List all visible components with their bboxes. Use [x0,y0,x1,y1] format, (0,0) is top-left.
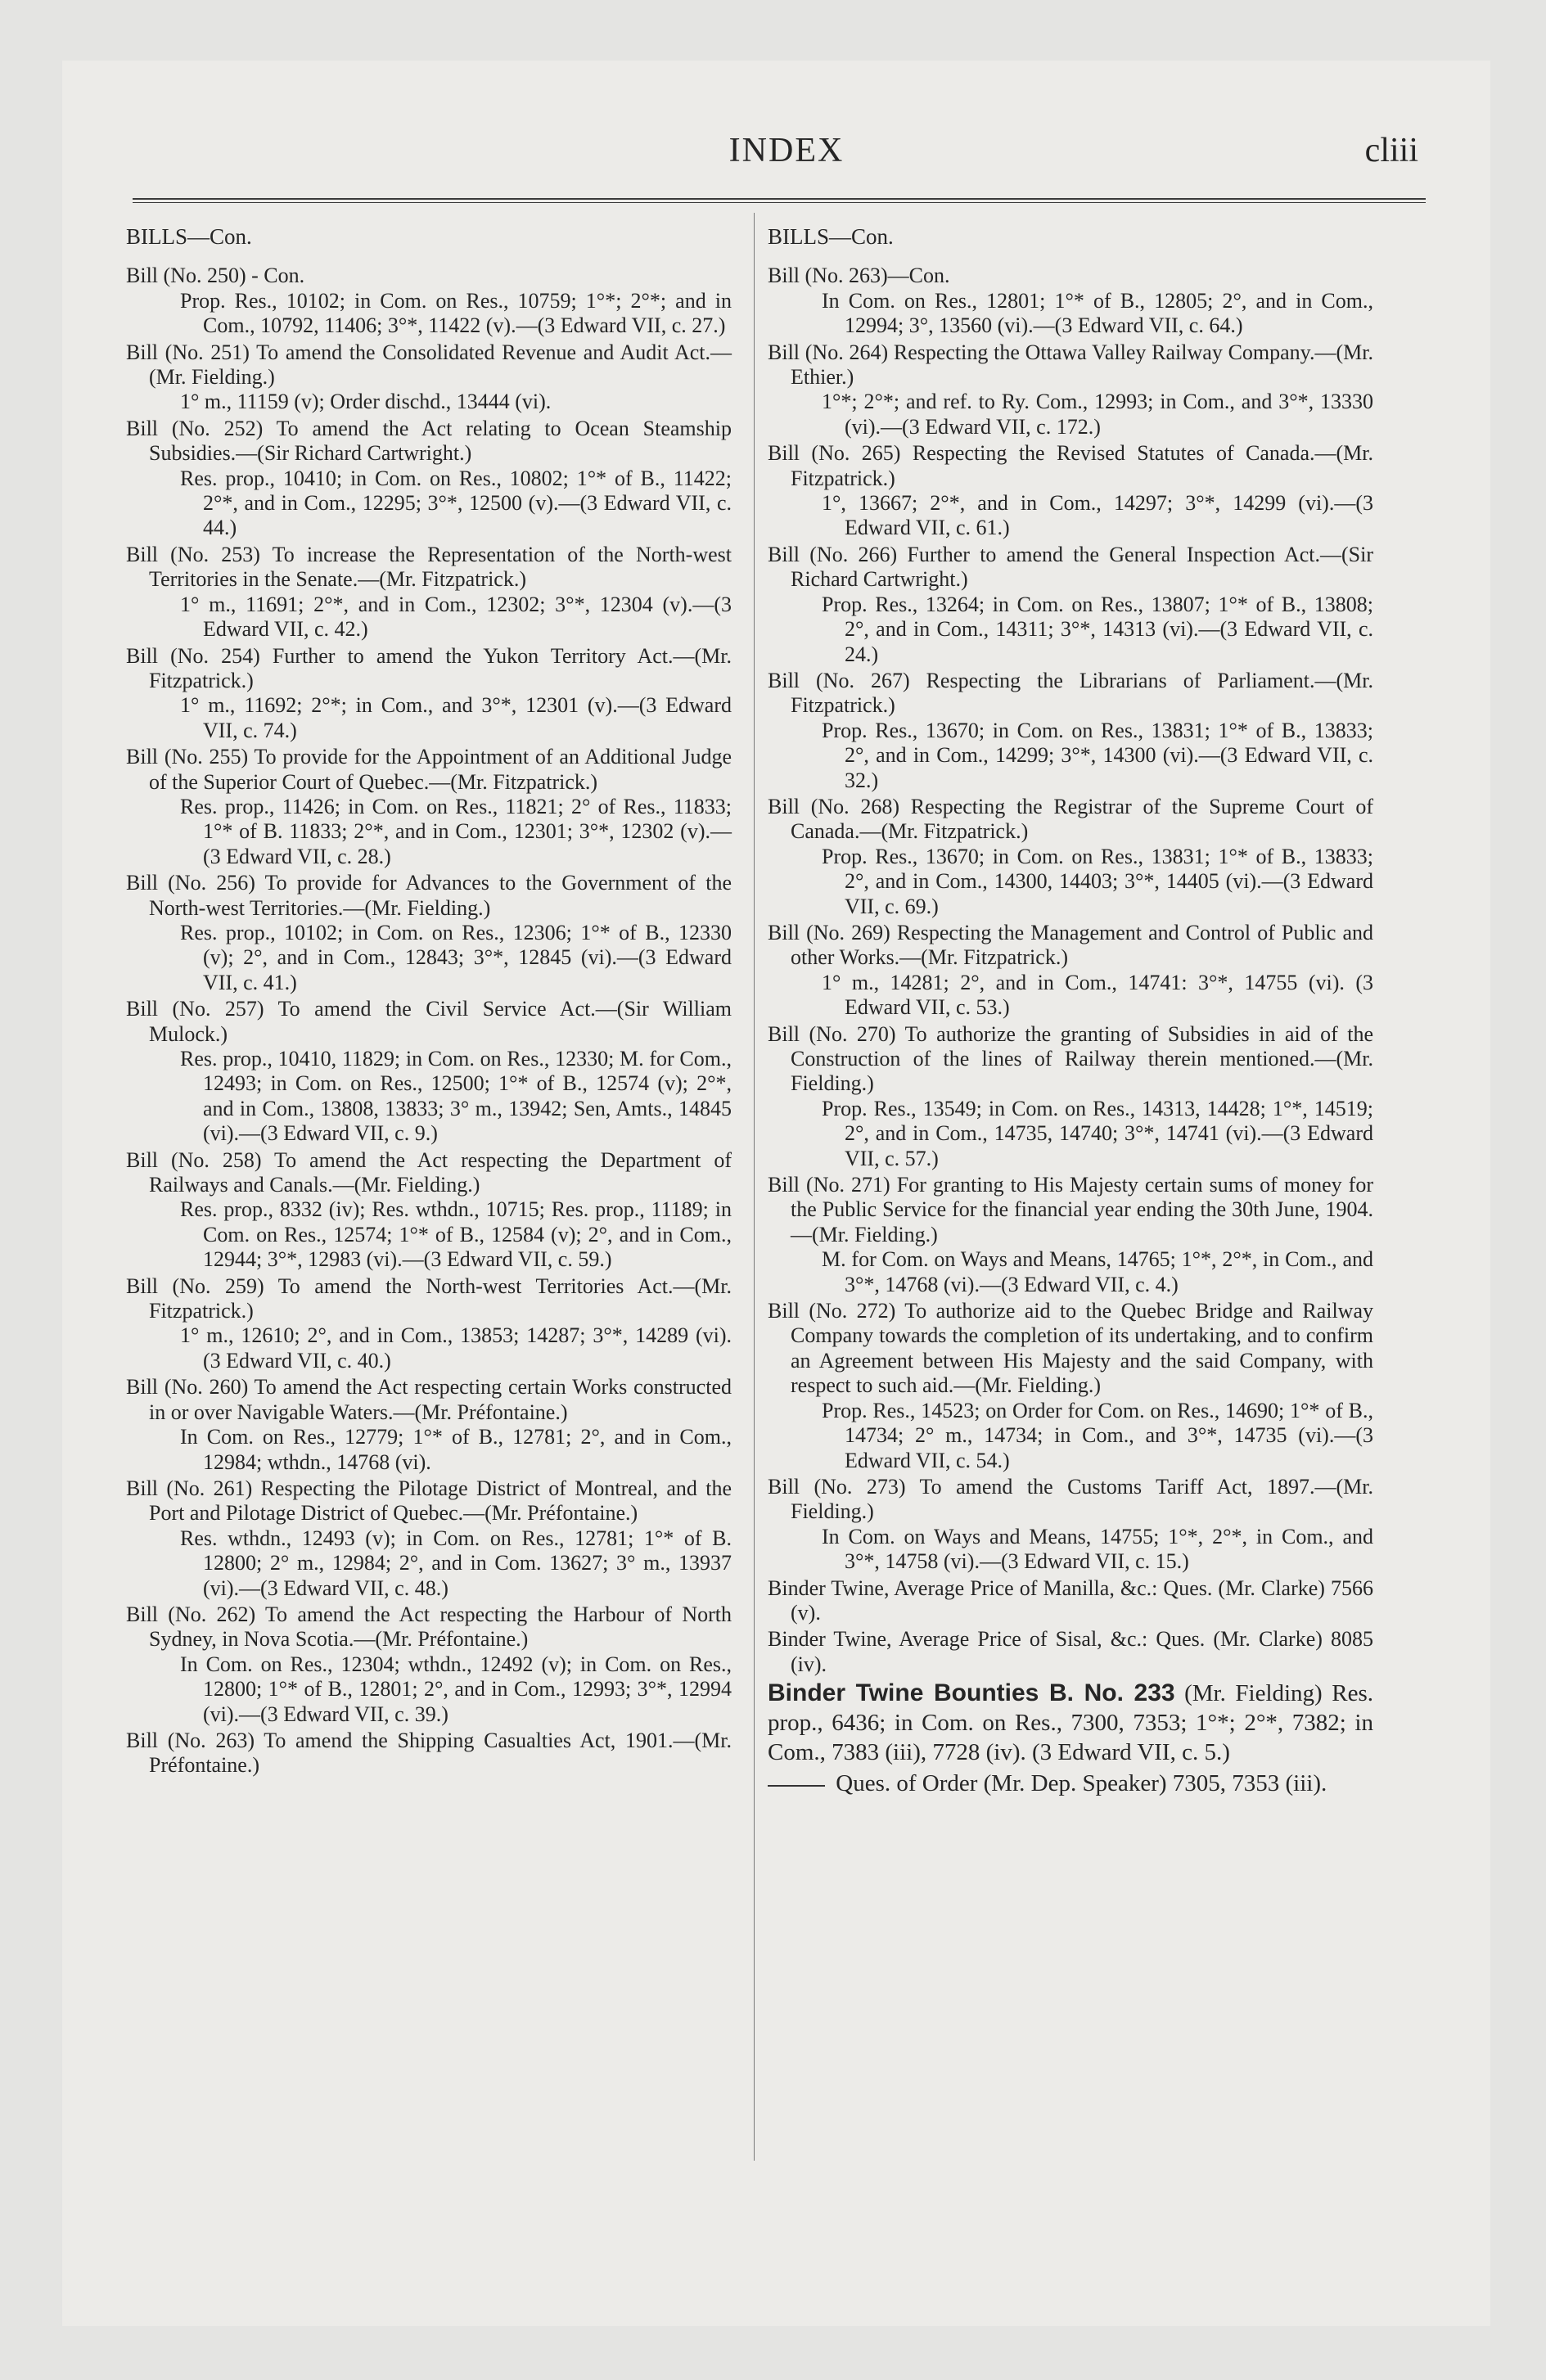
entry-heading: Bill (No. 250) - Con. [126,264,305,288]
page-number: cliii [1364,132,1418,169]
index-entry [126,1602,732,1727]
entry-heading: Bill (No. 265) Respecting the Revised Statutes of Canada.—(Mr. Fitzpatrick.) [768,441,1373,490]
section-heading: BILLS—Con. [126,224,252,249]
index-entry [768,1022,1373,1171]
entry-heading: Bill (No. 257) To amend the Civil Service Act.—(Sir William Mulock.) [126,997,732,1046]
index-entry [768,921,1373,1021]
entry-heading: Bill (No. 258) To amend the Act respecting the Department of Railways and Canals.—(Mr. Fielding.) [126,1147,732,1197]
entry-proceedings: Prop. Res., 13549; in Com. on Res., 14313, 14428; 1°*, 14519; 2°, and in Com., 14735, 14740; 3°*, 14741 (vi).—(3 Edward VII, c. 57.) [822,1096,1373,1170]
entry-heading: Bill (No. 271) For granting to His Majesty certain sums of money for the Public Service for the financial year ending the 30th June, 1904.—(Mr. Fielding.) [768,1173,1373,1246]
bounties-text: (Mr. Fielding) Res. prop., 6436; in Com. on Res., 7300, 7353; 1°*; 2°*, 7382; in Com., 7383 (iii), 7728 (iv). (3 Edward VII, c. 5.) [768,1680,1373,1766]
index-entry [768,1576,1373,1626]
index-entry [126,1148,732,1273]
entry-heading: Bill (No. 251) To amend the Consolidated Revenue and Audit Act.—(Mr. Fielding.) [126,340,732,390]
index-entry [768,340,1373,440]
entry-heading: Bill (No. 273) To amend the Customs Tariff Act, 1897.—(Mr. Fielding.) [768,1474,1373,1524]
entry-heading: Bill (No. 260) To amend the Act respecting certain Works constructed in or over Navigable Waters.—(Mr. Préfontaine.) [126,1375,732,1424]
entry-proceedings: Res. wthdn., 12493 (v); in Com. on Res., 12781; 1°* of B. 12800; 2° m., 12984; 2°, and in Com. 13627; 3° m., 13937 (vi).—(3 Edward VII, c. 48.) [180,1526,732,1600]
entry-proceedings: Prop. Res., 10102; in Com. on Res., 10759; 1°*; 2°*; and in Com., 10792, 11406; 3°*, 11422 (v).—(3 Edward VII, c. 27.) [180,288,732,338]
entry-proceedings: 1° m., 11692; 2°*; in Com., and 3°*, 12301 (v).—(3 Edward VII, c. 74.) [180,693,732,742]
entry-proceedings: 1° m., 11159 (v); Order dischd., 13444 (vi). [180,390,552,414]
entry-heading: Bill (No. 259) To amend the North-west Territories Act.—(Mr. Fitzpatrick.) [126,1273,732,1323]
index-entry [126,1274,732,1374]
entry-proceedings: In Com. on Res., 12779; 1°* of B., 12781; 2°, and in Com., 12984; wthdn., 14768 (vi). [180,1425,732,1474]
index-entry [768,543,1373,667]
ditto-dash [768,1785,825,1787]
index-entry [768,1173,1373,1297]
index-entry [126,1476,732,1601]
entry-heading: Bill (No. 269) Respecting the Management and Control of Public and other Works.—(Mr. Fitzpatrick.) [768,920,1373,970]
header-rule [133,198,1426,203]
entry-proceedings: 1° m., 11691; 2°*, and in Com., 12302; 3°*, 12304 (v).—(3 Edward VII, c. 42.) [180,592,732,642]
entry-proceedings: Res. prop., 10410; in Com. on Res., 10802; 1°* of B., 11422; 2°*, and in Com., 12295; 3°*, 12500 (v).—(3 Edward VII, c. 44.) [180,466,732,540]
bounties-question-text: Ques. of Order (Mr. Dep. Speaker) 7305, 7353 (iii). [836,1770,1327,1797]
bounties-entry [768,1679,1373,1767]
index-entry [768,1299,1373,1473]
index-entry [126,417,732,541]
entry-proceedings: Res. prop., 10102; in Com. on Res., 12306; 1°* of B., 12330 (v); 2°, and in Com., 12843; 3°*, 12845 (vi).—(3 Edward VII, c. 41.) [180,920,732,994]
left-column [126,224,732,1780]
entry-heading: Bill (No. 255) To provide for the Appointment of an Additional Judge of the Superior Court of Quebec.—(Mr. Fitzpatrick.) [126,745,732,794]
entry-proceedings: In Com. on Res., 12304; wthdn., 12492 (v); in Com. on Res., 12800; 1°* of B., 12801; 2°, and in Com., 12993; 3°*, 12994 (vi).—(3 Edward VII, c. 39.) [180,1652,732,1726]
entry-heading: Bill (No. 262) To amend the Act respecting the Harbour of North Sydney, in Nova Scotia.—(Mr. Préfontaine.) [126,1602,732,1652]
index-entry [126,997,732,1146]
entry-heading: Binder Twine, Average Price of Sisal, &c.: Ques. (Mr. Clarke) 8085 (iv). [768,1627,1373,1676]
page-title: INDEX [728,132,845,169]
right-column [768,224,1373,1800]
entry-proceedings: In Com. on Ways and Means, 14755; 1°*, 2°*, in Com., and 3°*, 14758 (vi).—(3 Edward VII, c. 15.) [822,1524,1373,1574]
entry-heading: Bill (No. 263) To amend the Shipping Casualties Act, 1901.—(Mr. Préfontaine.) [126,1728,732,1778]
index-entry [126,1375,732,1475]
entry-heading: Binder Twine, Average Price of Manilla, &c.: Ques. (Mr. Clarke) 7566 (v). [768,1575,1373,1625]
entry-proceedings: Res. prop., 10410, 11829; in Com. on Res., 12330; M. for Com., 12493; in Com. on Res., 12500; 1°* of B., 12574 (v); 2°*, and in Com., 13808, 13833; 3° m., 13942; Sen, Amts., 14845 (vi).—(3 Edward VII, c. 9.) [180,1047,732,1146]
bounties-title: Binder Twine Bounties B. No. 233 [768,1679,1175,1707]
entry-proceedings: 1°*; 2°*; and ref. to Ry. Com., 12993; in Com., and 3°*, 13330 (vi).—(3 Edward VII, c. 172.) [822,390,1373,439]
column-divider [754,213,755,2161]
index-entry [126,1729,732,1778]
entry-list [768,264,1373,1677]
entry-heading: Bill (No. 252) To amend the Act relating to Ocean Steamship Subsidies.—(Sir Richard Cartwright.) [126,416,732,466]
index-entry [126,871,732,995]
entry-heading: Bill (No. 266) Further to amend the General Inspection Act.—(Sir Richard Cartwright.) [768,542,1373,592]
index-page [62,61,1490,2326]
index-entry [126,264,732,338]
entry-proceedings: Prop. Res., 13670; in Com. on Res., 13831; 1°* of B., 13833; 2°, and in Com., 14299; 3°*, 14300 (vi).—(3 Edward VII, c. 32.) [822,718,1373,792]
bounties-question-entry [768,1769,1373,1798]
index-entry [768,669,1373,793]
index-entry [768,264,1373,338]
entry-heading: Bill (No. 270) To authorize the granting of Subsidies in aid of the Construction of the lines of Railway therein mentioned.—(Mr. Fielding.) [768,1021,1373,1096]
entry-proceedings: M. for Com. on Ways and Means, 14765; 1°*, 2°*, in Com., and 3°*, 14768 (vi).—(3 Edward VII, c. 4.) [822,1247,1373,1296]
entry-heading: Bill (No. 256) To provide for Advances to the Government of the North-west Territories.—(Mr. Fielding.) [126,871,732,920]
index-entry [768,1627,1373,1677]
entry-heading: Bill (No. 263)—Con. [768,264,950,288]
entry-proceedings: Prop. Res., 14523; on Order for Com. on Res., 14690; 1°* of B., 14734; 2° m., 14734; in Com., and 3°*, 14735 (vi).—(3 Edward VII, c. 54.) [822,1398,1373,1472]
index-entry [126,644,732,744]
index-entry [768,441,1373,541]
entry-heading: Bill (No. 254) Further to amend the Yukon Territory Act.—(Mr. Fitzpatrick.) [126,643,732,692]
index-entry [768,1475,1373,1575]
entry-proceedings: In Com. on Res., 12801; 1°* of B., 12805; 2°, and in Com., 12994; 3°, 13560 (vi).—(3 Edward VII, c. 64.) [822,288,1373,338]
entry-heading: Bill (No. 267) Respecting the Librarians of Parliament.—(Mr. Fitzpatrick.) [768,668,1373,718]
entry-heading: Bill (No. 272) To authorize aid to the Quebec Bridge and Railway Company towards the completion of its undertaking, and to confirm an Agreement between His Majesty and the said Company, with respect to such aid.—(Mr. Fielding.) [768,1299,1373,1398]
entry-list [126,264,732,1778]
entry-proceedings: Res. prop., 8332 (iv); Res. wthdn., 10715; Res. prop., 11189; in Com. on Res., 12574; 1°* of B., 12584 (v); 2°, and in Com., 12944; 3°*, 12983 (vi).—(3 Edward VII, c. 59.) [180,1197,732,1272]
entry-heading: Bill (No. 268) Respecting the Registrar of the Supreme Court of Canada.—(Mr. Fitzpatrick.) [768,794,1373,844]
entry-heading: Bill (No. 264) Respecting the Ottawa Valley Railway Company.—(Mr. Ethier.) [768,340,1373,390]
entry-proceedings: 1° m., 14281; 2°, and in Com., 14741: 3°*, 14755 (vi). (3 Edward VII, c. 53.) [822,970,1373,1020]
section-heading: BILLS—Con. [768,224,894,249]
index-entry [126,340,732,415]
index-entry [768,795,1373,919]
entry-proceedings: Prop. Res., 13264; in Com. on Res., 13807; 1°* of B., 13808; 2°, and in Com., 14311; 3°*, 14313 (vi).—(3 Edward VII, c. 24.) [822,592,1373,666]
entry-heading: Bill (No. 253) To increase the Representation of the North-west Territories in the Senate.—(Mr. Fitzpatrick.) [126,542,732,592]
entry-proceedings: 1°, 13667; 2°*, and in Com., 14297; 3°*, 14299 (vi).—(3 Edward VII, c. 61.) [822,491,1373,540]
entry-heading: Bill (No. 261) Respecting the Pilotage District of Montreal, and the Port and Pilotage District of Quebec.—(Mr. Préfontaine.) [126,1476,732,1526]
entry-proceedings: Res. prop., 11426; in Com. on Res., 11821; 2° of Res., 11833; 1°* of B. 11833; 2°*, and in Com., 12301; 3°*, 12302 (v).—(3 Edward VII, c. 28.) [180,794,732,868]
index-entry [126,745,732,869]
entry-proceedings: 1° m., 12610; 2°, and in Com., 13853; 14287; 3°*, 14289 (vi). (3 Edward VII, c. 40.) [180,1323,732,1373]
index-entry [126,543,732,642]
entry-proceedings: Prop. Res., 13670; in Com. on Res., 13831; 1°* of B., 13833; 2°, and in Com., 14300, 14403; 3°*, 14405 (vi).—(3 Edward VII, c. 69.) [822,844,1373,918]
